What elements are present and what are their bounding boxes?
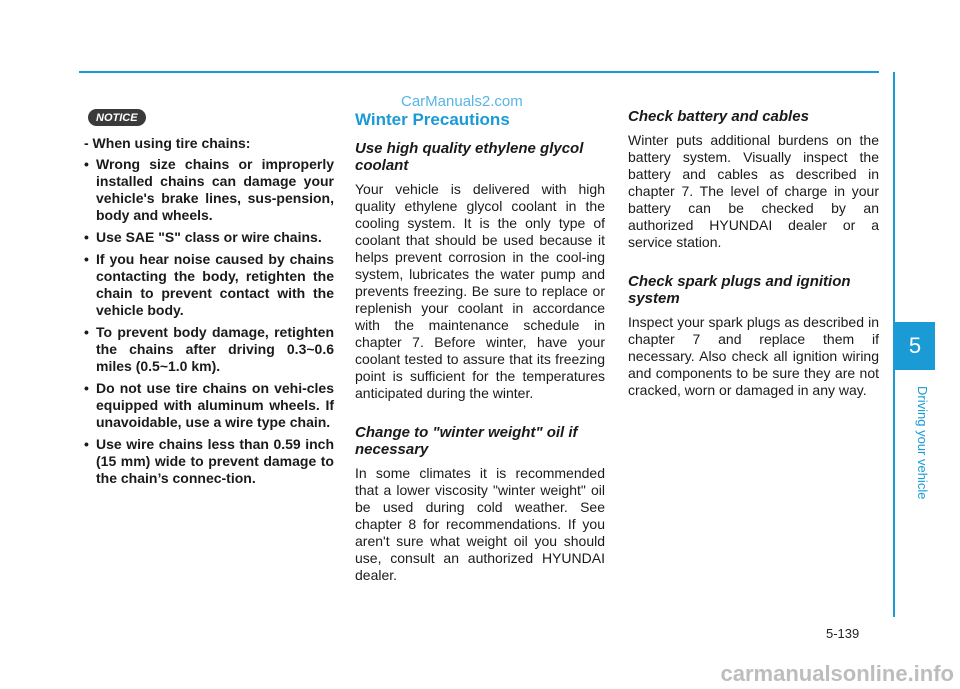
- subsection-body: Your vehicle is delivered with high quality ethylene glycol coolant in the cooling system. It is the only type of coolant that should be used because it helps prevent corrosion in the cool-ing system, lubricates the water pump and prevents freezing. Be sure to replace or replenish your coolant in accordance with the maintenance schedule in chapter 7. Before winter, have your coolant tested to assure that its freezing point is sufficient for the temperatures anticipated during the winter.: [355, 181, 605, 401]
- subsection-heading: Change to "winter weight" oil if necessary: [355, 424, 578, 458]
- notice-lead: - When using tire chains:: [84, 135, 251, 151]
- subsection-body: Winter puts additional burdens on the battery system. Visually inspect the battery and cables as described in chapter 7. The level of charge in your battery can be checked by an authorized HYUNDAI dealer or a service station.: [628, 132, 879, 250]
- header-watermark: CarManuals2.com: [401, 93, 523, 110]
- list-item: • Use wire chains less than 0.59 inch (15 mm) wide to prevent damage to the chain’s connec-tion.: [84, 436, 334, 486]
- notice-bullet-list: [84, 156, 334, 487]
- subsection-body: In some climates it is recommended that a lower viscosity "winter weight" oil be used during cold weather. See chapter 8 for recommendations. If you aren't sure what weight oil you should use, consult an authorized HYUNDAI dealer.: [355, 465, 605, 583]
- subsection-body: Inspect your spark plugs as described in chapter 7 and replace them if necessary. Also check all ignition wiring and components to be sure they are not cracked, worn or damaged in any way.: [628, 314, 879, 398]
- subsection-heading: Check battery and cables: [628, 108, 809, 125]
- chapter-title-text: Driving your vehicle: [915, 386, 930, 500]
- list-item: • If you hear noise caused by chains contacting the body, retighten the chain to prevent contact with the vehicle body.: [84, 251, 334, 318]
- column-battery-spark: [628, 108, 879, 421]
- chapter-title-label: [915, 386, 930, 499]
- subsection-heading: Use high quality ethylene glycol coolant: [355, 140, 584, 174]
- column-notice: [84, 108, 334, 492]
- notice-badge: NOTICE: [88, 109, 146, 126]
- list-item: • To prevent body damage, retighten the chains after driving 0.3~0.6 miles (0.5~1.0 km).: [84, 324, 334, 374]
- section-title: Winter Precautions: [355, 110, 510, 129]
- chapter-number-tab: 5: [895, 322, 935, 370]
- footer-watermark: carmanualsonline.info: [720, 661, 954, 686]
- page-number: 5-139: [826, 626, 860, 641]
- column-winter-precautions: [355, 108, 605, 606]
- list-item: • Do not use tire chains on vehi-cles equipped with aluminum wheels. If unavoidable, use a wire type chain.: [84, 380, 334, 430]
- header-rule: [79, 71, 879, 73]
- subsection-heading: Check spark plugs and ignition system: [628, 273, 851, 307]
- list-item: • Use SAE "S" class or wire chains.: [84, 229, 322, 245]
- list-item: • Wrong size chains or improperly installed chains can damage your vehicle's brake lines, sus-pension, body and wheels.: [84, 156, 334, 223]
